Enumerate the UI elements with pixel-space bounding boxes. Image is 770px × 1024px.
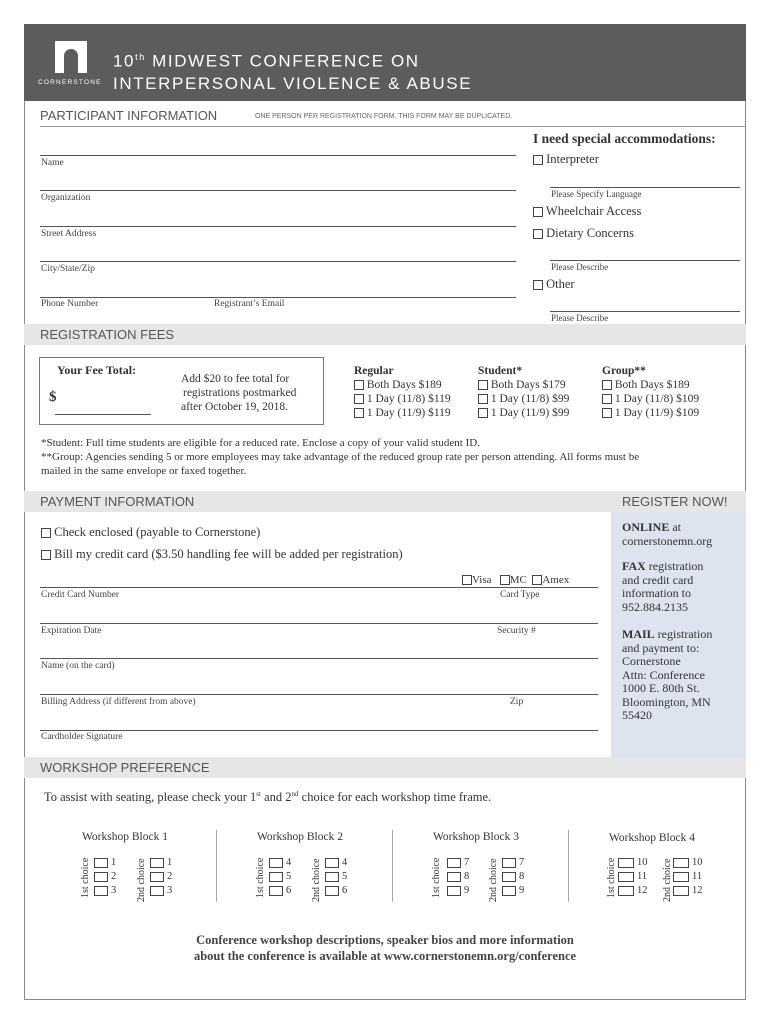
- name-on-card-line[interactable]: [40, 658, 598, 659]
- card-type-options[interactable]: Visa MC Amex: [462, 574, 569, 586]
- city-label: City/State/Zip: [41, 264, 95, 274]
- interpreter-checkbox[interactable]: [533, 155, 543, 165]
- group-day1-option[interactable]: 1 Day (11/8) $109: [602, 392, 699, 406]
- block2-first-box-6[interactable]: [269, 886, 283, 896]
- student-both-option[interactable]: Both Days $179: [478, 378, 569, 392]
- billing-line[interactable]: [40, 694, 598, 695]
- block1-second-box-3[interactable]: [150, 886, 164, 896]
- block3-first-box-7[interactable]: [447, 858, 461, 868]
- card-type-label: Card Type: [500, 590, 540, 600]
- late-fee-note: Add $20 to fee total for registrations postmarked after October 19, 2018.: [181, 373, 297, 413]
- block1-title: Workshop Block 1: [82, 831, 168, 843]
- block3-second-choice-label: 2nd choice: [488, 858, 499, 902]
- block3-second-box-7[interactable]: [502, 858, 516, 868]
- block2-first-choice-label: 1st choice: [255, 857, 266, 898]
- block4-first-box-10[interactable]: [618, 858, 634, 868]
- group-both-option[interactable]: Both Days $189: [602, 378, 699, 392]
- block3-second-box-8[interactable]: [502, 872, 516, 882]
- fee-total-label: Your Fee Total:: [57, 363, 137, 377]
- block3-first-box-8[interactable]: [447, 872, 461, 882]
- other-line[interactable]: [550, 311, 740, 312]
- city-line[interactable]: [40, 261, 516, 262]
- interpreter-option[interactable]: Interpreter: [533, 152, 599, 167]
- block4-first-choice-label: 1st choice: [606, 857, 617, 898]
- phone-label: Phone Number: [41, 299, 99, 309]
- student-day1-option[interactable]: 1 Day (11/8) $99: [478, 392, 569, 406]
- regular-day2-option[interactable]: 1 Day (11/9) $119: [354, 406, 451, 420]
- bill-option[interactable]: Bill my credit card ($3.50 handling fee will be added per registration): [41, 547, 403, 562]
- regular-day1-checkbox[interactable]: [354, 394, 364, 404]
- street-line[interactable]: [40, 226, 516, 227]
- signature-line[interactable]: [40, 730, 598, 731]
- student-day2-checkbox[interactable]: [478, 408, 488, 418]
- register-fax: FAX registration and credit card information to 952.884.2135: [622, 559, 704, 614]
- mc-checkbox[interactable]: [500, 575, 510, 585]
- block2-second-choices: 4 5 6: [325, 856, 347, 898]
- regular-both-option[interactable]: Both Days $189: [354, 378, 451, 392]
- name-label: Name: [41, 158, 64, 168]
- block2-first-box-4[interactable]: [269, 858, 283, 868]
- workshop-heading: WORKSHOP PREFERENCE: [24, 757, 746, 778]
- fee-total-line[interactable]: [55, 414, 151, 415]
- block1-first-box-2[interactable]: [94, 872, 108, 882]
- street-label: Street Address: [41, 229, 97, 239]
- block4-second-box-11[interactable]: [673, 872, 689, 882]
- group-day1-checkbox[interactable]: [602, 394, 612, 404]
- other-option[interactable]: Other: [533, 277, 575, 292]
- student-day1-checkbox[interactable]: [478, 394, 488, 404]
- block1-first-choice-label: 1st choice: [80, 857, 91, 898]
- expiration-label: Expiration Date: [41, 626, 102, 636]
- register-url[interactable]: cornerstonemn.org: [622, 533, 713, 548]
- block4-second-box-10[interactable]: [673, 858, 689, 868]
- organization-line[interactable]: [40, 190, 516, 191]
- zip-label: Zip: [510, 697, 524, 707]
- other-checkbox[interactable]: [533, 280, 543, 290]
- block1-second-choices: 1 2 3: [150, 856, 172, 898]
- phone-line[interactable]: [40, 297, 516, 298]
- check-checkbox[interactable]: [41, 528, 51, 538]
- student-day2-option[interactable]: 1 Day (11/9) $99: [478, 406, 569, 420]
- block-divider: [216, 830, 217, 902]
- block1-first-choices: 1 2 3: [94, 856, 116, 898]
- block3-first-box-9[interactable]: [447, 886, 461, 896]
- divider: [40, 126, 746, 127]
- group-rates: Group** Both Days $189 1 Day (11/8) $109 1 Day (11/9) $109: [602, 365, 700, 419]
- security-label: Security #: [497, 626, 536, 636]
- name-line[interactable]: [40, 155, 516, 156]
- block3-title: Workshop Block 3: [433, 831, 519, 843]
- regular-day1-option[interactable]: 1 Day (11/8) $119: [354, 392, 451, 406]
- group-day2-checkbox[interactable]: [602, 408, 612, 418]
- check-option[interactable]: Check enclosed (payable to Cornerstone): [41, 525, 260, 540]
- block2-second-box-4[interactable]: [325, 858, 339, 868]
- wheelchair-option[interactable]: Wheelchair Access: [533, 204, 641, 219]
- dollar-sign: $: [49, 389, 57, 405]
- dietary-option[interactable]: Dietary Concerns: [533, 226, 634, 241]
- block1-second-choice-label: 2nd choice: [136, 858, 147, 902]
- regular-day2-checkbox[interactable]: [354, 408, 364, 418]
- register-online: ONLINE at cornerstonemn.org: [622, 520, 713, 548]
- visa-checkbox[interactable]: [462, 575, 472, 585]
- card-number-line[interactable]: [40, 587, 598, 588]
- block1-first-box-3[interactable]: [94, 886, 108, 896]
- organization-label: Organization: [41, 193, 91, 203]
- register-mail: MAIL registration and payment to: Cornerstone Attn: Conference 1000 E. 80th St. Bloomington, MN 55420: [622, 627, 713, 722]
- fees-heading: REGISTRATION FEES: [24, 324, 746, 345]
- wheelchair-checkbox[interactable]: [533, 207, 543, 217]
- block2-first-choices: 4 5 6: [269, 856, 291, 898]
- group-both-checkbox[interactable]: [602, 380, 612, 390]
- bill-checkbox[interactable]: [41, 550, 51, 560]
- block2-second-choice-label: 2nd choice: [311, 858, 322, 902]
- conference-title: 10th MIDWEST CONFERENCE ON INTERPERSONAL VIOLENCE & ABUSE: [113, 51, 473, 93]
- block4-second-choices: 10 11 12: [673, 856, 703, 898]
- block4-first-box-12[interactable]: [618, 886, 634, 896]
- signature-label: Cardholder Signature: [41, 732, 123, 742]
- block4-first-choices: 10 11 12: [618, 856, 648, 898]
- block2-second-box-5[interactable]: [325, 872, 339, 882]
- group-day2-option[interactable]: 1 Day (11/9) $109: [602, 406, 699, 420]
- block-divider: [392, 830, 393, 902]
- block1-first-box-1[interactable]: [94, 858, 108, 868]
- block2-title: Workshop Block 2: [257, 831, 343, 843]
- block4-second-box-12[interactable]: [673, 886, 689, 896]
- logo-text: CORNERSTONE: [38, 79, 102, 86]
- participant-note: ONE PERSON PER REGISTRATION FORM. THIS FORM MAY BE DUPLICATED.: [255, 113, 513, 120]
- regular-rates: Regular Both Days $189 1 Day (11/8) $119 1 Day (11/9) $119: [354, 365, 451, 419]
- expiration-line[interactable]: [40, 623, 598, 624]
- billing-label: Billing Address (if different from above): [41, 697, 196, 707]
- block2-first-box-5[interactable]: [269, 872, 283, 882]
- regular-both-checkbox[interactable]: [354, 380, 364, 390]
- block4-title: Workshop Block 4: [609, 832, 695, 844]
- email-label: Registrant’s Email: [214, 299, 285, 309]
- block-divider: [568, 830, 569, 902]
- logo-arch: [64, 49, 78, 73]
- block1-second-box-2[interactable]: [150, 872, 164, 882]
- language-line[interactable]: [550, 187, 740, 188]
- name-on-card-label: Name (on the card): [41, 661, 115, 671]
- student-rates: Student* Both Days $179 1 Day (11/8) $99 1 Day (11/9) $99: [478, 365, 570, 419]
- workshop-footer: Conference workshop descriptions, speaker bios and more information about the conference is available at www.cornerstonemn.org/conference: [193, 933, 577, 963]
- block3-second-box-9[interactable]: [502, 886, 516, 896]
- block4-second-choice-label: 2nd choice: [662, 858, 673, 902]
- specify-language-label: Please Specify Language: [551, 189, 642, 199]
- workshop-instructions: To assist with seating, please check your 1st and 2nd choice for each workshop time frame.: [44, 790, 492, 805]
- dietary-checkbox[interactable]: [533, 229, 543, 239]
- block3-first-choice-label: 1st choice: [431, 857, 442, 898]
- card-number-label: Credit Card Number: [41, 590, 120, 600]
- block1-second-box-1[interactable]: [150, 858, 164, 868]
- accommodations-heading: I need special accommodations:: [533, 131, 716, 146]
- block4-first-box-11[interactable]: [618, 872, 634, 882]
- payment-heading: PAYMENT INFORMATION: [24, 491, 611, 512]
- block3-second-choices: 7 8 9: [502, 856, 524, 898]
- dietary-line[interactable]: [550, 260, 740, 261]
- register-now-heading: REGISTER NOW!: [611, 491, 746, 512]
- block2-second-box-6[interactable]: [325, 886, 339, 896]
- amex-checkbox[interactable]: [532, 575, 542, 585]
- block3-first-choices: 7 8 9: [447, 856, 469, 898]
- describe-label-1: Please Describe: [551, 262, 609, 272]
- participant-heading: PARTICIPANT INFORMATION: [40, 108, 218, 123]
- student-both-checkbox[interactable]: [478, 380, 488, 390]
- fee-footnotes: *Student: Full time students are eligible for a reduced rate. Enclose a copy of your valid student ID. **Group: Agencies sending 5 or more employees may take advantage of the reduced group rate per person attending. All forms must be mailed in the same envelope or faxed together.: [41, 437, 640, 477]
- describe-label-2: Please Describe: [551, 313, 609, 323]
